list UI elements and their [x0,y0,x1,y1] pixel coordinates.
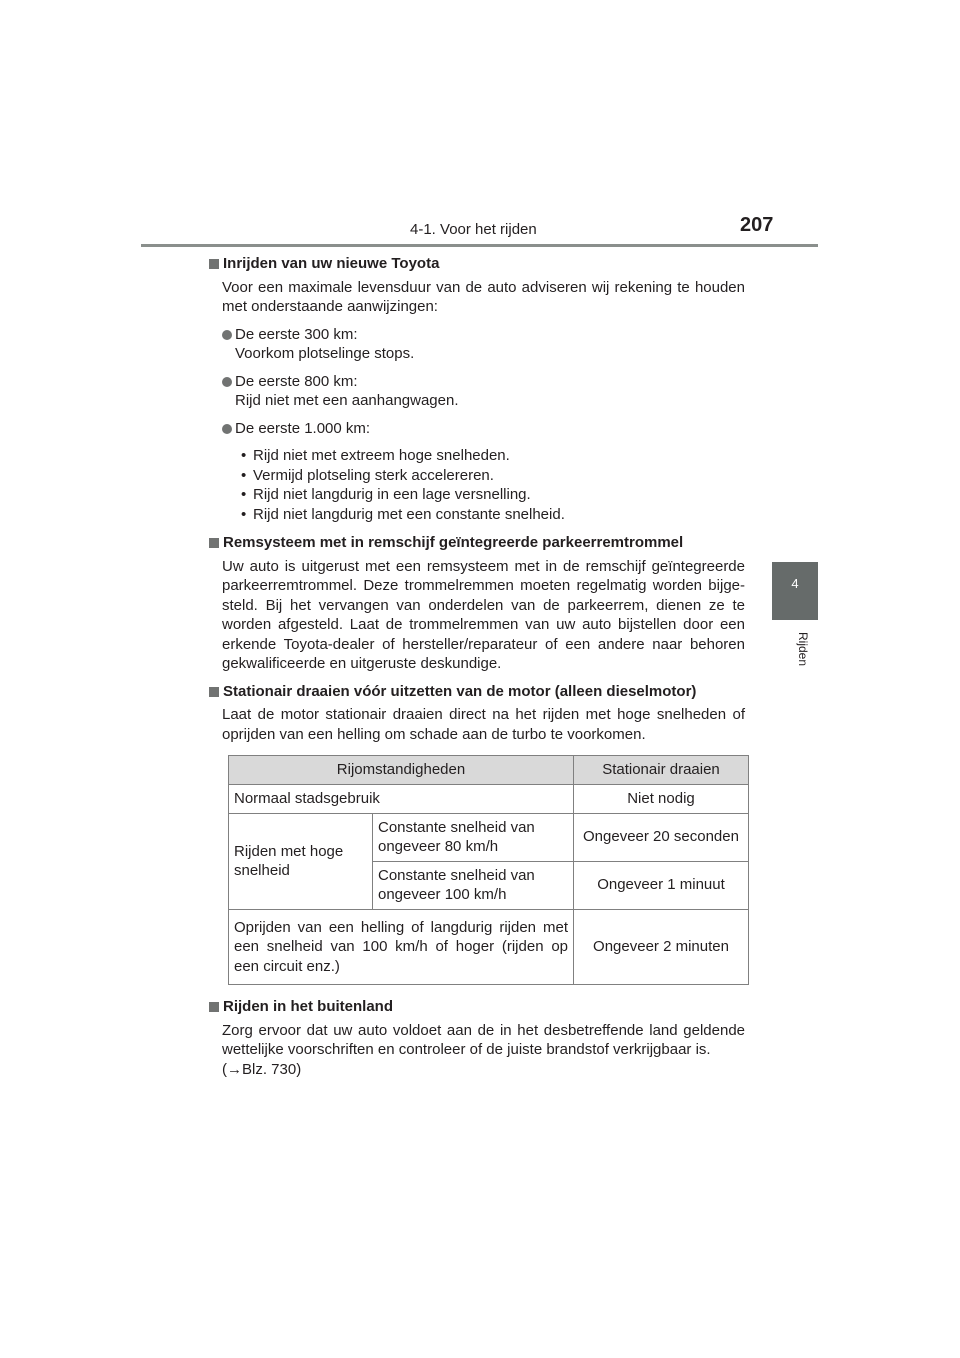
circle-bullet-icon [222,424,232,434]
table-cell: Ongeveer 1 minuut [574,861,749,909]
list-item: De eerste 300 km: Voorkom plotselinge stops. [222,325,745,364]
paragraph-buitenland: Zorg ervoor dat uw auto voldoet aan de in het desbetreffende land geldende wettelijke voorschriften en controleer of de juiste brandstof verkrijgbaar is. (→Blz. 730) [222,1021,745,1078]
chapter-number: 4 [791,576,799,591]
table-cell: Normaal stadsgebruik [229,785,574,814]
sub-list-item: • Rijd niet langdurig met een constante snelheid. [241,505,565,523]
table-header: Rijomstandigheden [229,756,574,785]
square-bullet-icon [209,259,219,269]
table-cell: Oprijden van een helling of langdurig rijden met een snelheid van 100 km/h of hoger (rijden op een circuit enz.) [229,909,574,985]
reference-arrow-icon: → [227,1060,242,1078]
section-title: 4-1. Voor het rijden [410,221,537,238]
chapter-tab [772,562,818,620]
heading-stationair: Stationair draaien vóór uitzetten van de motor (alleen dieselmotor) [209,682,745,702]
list-item: De eerste 1.000 km: [222,419,745,439]
paragraph-remsysteem: Uw auto is uitgerust met een remsysteem met in de remschijf geïntegreerde parkeerremtrommel. Deze trommelremmen moeten regelmatig worden bijge-steld. Bij het vervangen van onderdelen van de parkeerrem, dienen ze te worden afgesteld. Laat de trommelremmen van uw auto bijstellen door een erkende Toyota-dealer of hersteller/reparateur of een andere naar behoren gekwalificeerde en uitgeruste deskundige. [222,557,745,672]
table-row [229,785,749,814]
square-bullet-icon [209,687,219,697]
square-bullet-icon [209,1002,219,1012]
table-header-row [229,756,749,785]
table-cell: Ongeveer 20 seconden [574,813,749,861]
table-cell: Constante snelheid van ongeveer 80 km/h [373,813,574,861]
table-cell: Ongeveer 2 minuten [574,909,749,985]
square-bullet-icon [209,538,219,548]
table-header: Stationair draaien [574,756,749,785]
heading-buitenland: Rijden in het buitenland [209,997,745,1017]
paragraph-stationair: Laat de motor stationair draaien direct na het rijden met hoge snelheden of oprijden van een helling om schade aan de turbo te voorkomen. [222,706,745,743]
heading-remsysteem: Remsysteem met in remschijf geïntegreerde parkeerremtrommel [209,533,745,553]
table-cell: Constante snelheid van ongeveer 100 km/h [373,861,574,909]
table-row [229,813,749,861]
sub-list-item: • Rijd niet langdurig in een lage versnelling. [241,486,531,503]
heading-inrijden: Inrijden van uw nieuwe Toyota [209,254,745,274]
list-item: De eerste 800 km: Rijd niet met een aanhangwagen. [222,372,745,411]
header-divider [141,244,818,247]
page-reference-link[interactable]: Blz. 730 [242,1060,297,1078]
sub-list-item: • Vermijd plotseling sterk accelereren. [241,466,494,484]
sub-list-item: • Rijd niet met extreem hoge snelheden. [241,447,510,464]
table-row [229,909,749,985]
page-content [209,254,745,1087]
circle-bullet-icon [222,330,232,340]
paragraph-inrijden: Voor een maximale levensduur van de auto adviseren wij rekening te houden met onderstaande aanwijzingen: [222,278,745,315]
table-cell: Rijden met hoge snelheid [229,813,373,909]
circle-bullet-icon [222,377,232,387]
page-number: 207 [740,214,774,236]
sub-list [209,446,745,524]
idle-table [228,755,749,985]
chapter-label: Rijden [796,632,810,667]
table-cell: Niet nodig [574,785,749,814]
